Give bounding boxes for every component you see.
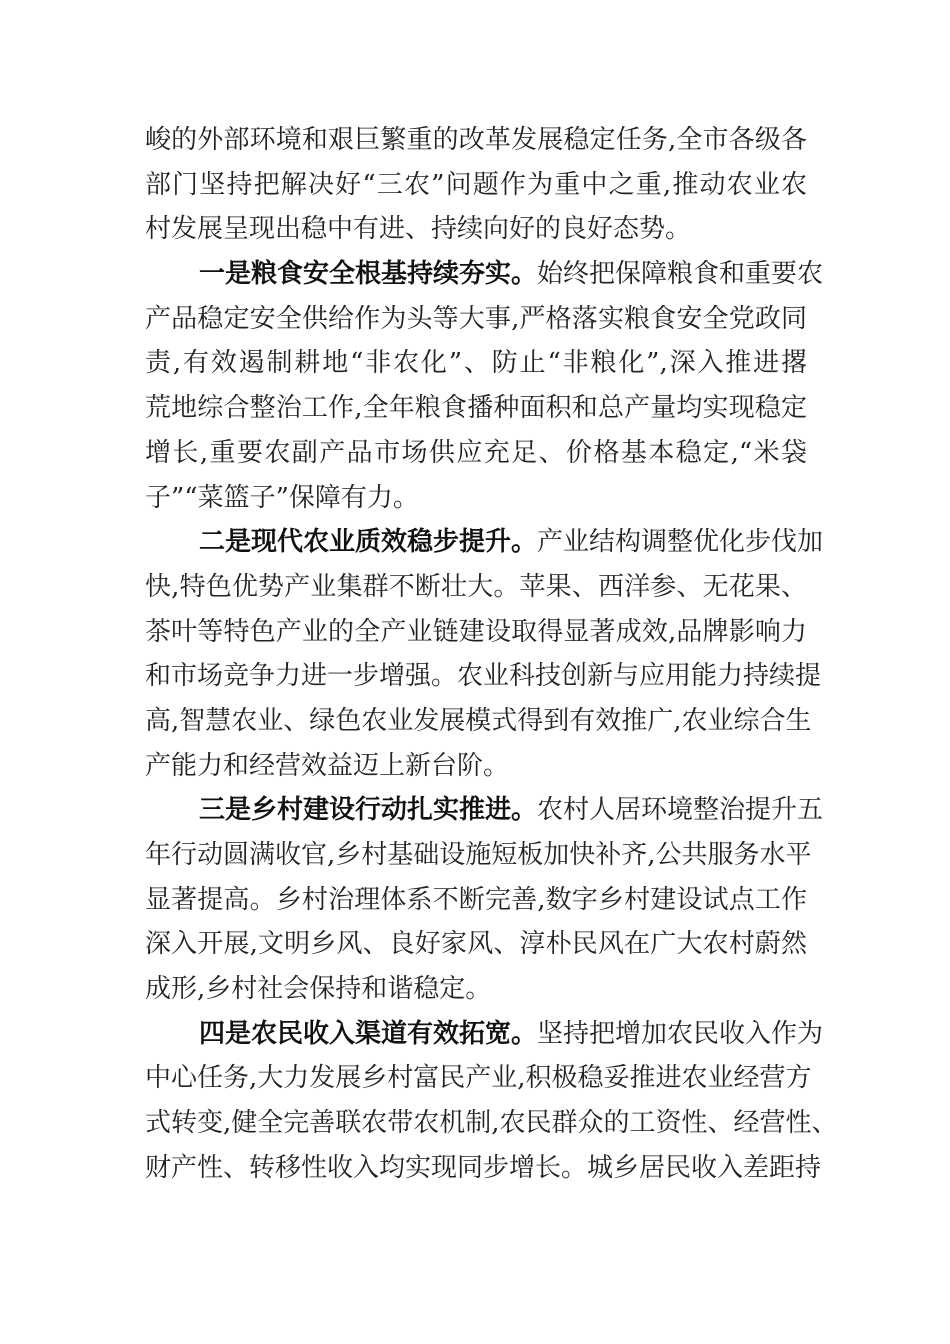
line-text: 式转变,健全完善联农带农机制,农民群众的工资性、经营性、 (145, 1108, 838, 1139)
line-text: 子”“菜篮子”保障有力。 (145, 482, 419, 513)
text-line (145, 341, 807, 386)
line-text: 成形,乡村社会保持和谐稳定。 (145, 974, 492, 1005)
line-text: 农村人居环境整治提升五 (537, 795, 824, 826)
paragraph (145, 788, 824, 1011)
text-line (145, 833, 812, 878)
text-line (145, 431, 807, 476)
text-line (145, 610, 807, 655)
text-line (145, 744, 807, 789)
text-line (145, 878, 807, 923)
text-line (145, 654, 822, 699)
text-line (145, 252, 824, 297)
text-line (145, 118, 807, 163)
line-text: 显著提高。乡村治理体系不断完善,数字乡村建设试点工作 (145, 884, 807, 915)
line-text: 茶叶等特色产业的全产业链建设取得显著成效,品牌影响力 (145, 616, 807, 647)
paragraph (145, 118, 807, 252)
paragraph (145, 252, 824, 520)
line-text: 坚持把增加农民收入作为 (537, 1018, 824, 1049)
line-text: 中心任务,大力发展乡村富民产业,积极稳妥推进农业经营方 (145, 1063, 812, 1094)
paragraph-heading: 四是农民收入渠道有效拓宽。 (199, 1018, 538, 1049)
line-text: 快,特色优势产业集群不断壮大。苹果、西洋参、无花果、 (145, 571, 807, 602)
text-line (145, 1101, 838, 1146)
line-text: 深入开展,文明乡风、良好家风、淳朴民风在广大农村蔚然 (145, 929, 807, 960)
line-text: 年行动圆满收官,乡村基础设施短板加快补齐,公共服务水平 (145, 840, 812, 870)
line-text: 高,智慧农业、绿色农业发展模式得到有效推广,农业综合生 (145, 705, 812, 736)
line-text: 和市场竞争力进一步增强。农业科技创新与应用能力持续提 (145, 661, 822, 692)
text-line (145, 788, 824, 833)
text-line (145, 699, 812, 744)
text-line (145, 1146, 822, 1191)
line-text: 始终把保障粮食和重要农 (537, 259, 824, 290)
line-text: 部门坚持把解决好“三农”问题作为重中之重,推动农业农 (145, 169, 807, 200)
text-line (145, 922, 807, 967)
line-text: 峻的外部环境和艰巨繁重的改革发展稳定任务,全市各级各 (145, 125, 807, 155)
text-line (145, 967, 807, 1012)
text-line (145, 163, 807, 208)
text-line (145, 520, 824, 565)
paragraph (145, 1012, 838, 1191)
paragraph-heading: 一是粮食安全根基持续夯实。 (199, 259, 538, 290)
line-text: 产业结构调整优化步伐加 (537, 527, 824, 558)
line-text: 增长,重要农副产品市场供应充足、价格基本稳定,“米袋 (145, 437, 807, 468)
text-line (145, 207, 807, 252)
text-line (145, 565, 807, 610)
line-text: 村发展呈现出稳中有进、持续向好的良好态势。 (145, 214, 692, 245)
document-page (145, 118, 838, 1191)
text-line (145, 386, 807, 431)
text-line (145, 476, 807, 521)
line-text: 责,有效遏制耕地“非农化”、防止“非粮化”,深入推进撂 (145, 348, 807, 379)
line-text: 产品稳定安全供给作为头等大事,严格落实粮食安全党政同 (145, 303, 807, 334)
line-text: 产能力和经营效益迈上新台阶。 (145, 750, 510, 781)
paragraph-heading: 二是现代农业质效稳步提升。 (199, 527, 538, 558)
paragraph-heading: 三是乡村建设行动扎实推进。 (199, 795, 538, 826)
text-line (145, 1056, 812, 1101)
line-text: 财产性、转移性收入均实现同步增长。城乡居民收入差距持 (145, 1152, 822, 1183)
line-text: 荒地综合整治工作,全年粮食播种面积和总产量均实现稳定 (145, 393, 807, 424)
paragraph (145, 520, 824, 788)
text-line (145, 1012, 824, 1057)
text-line (145, 297, 807, 342)
